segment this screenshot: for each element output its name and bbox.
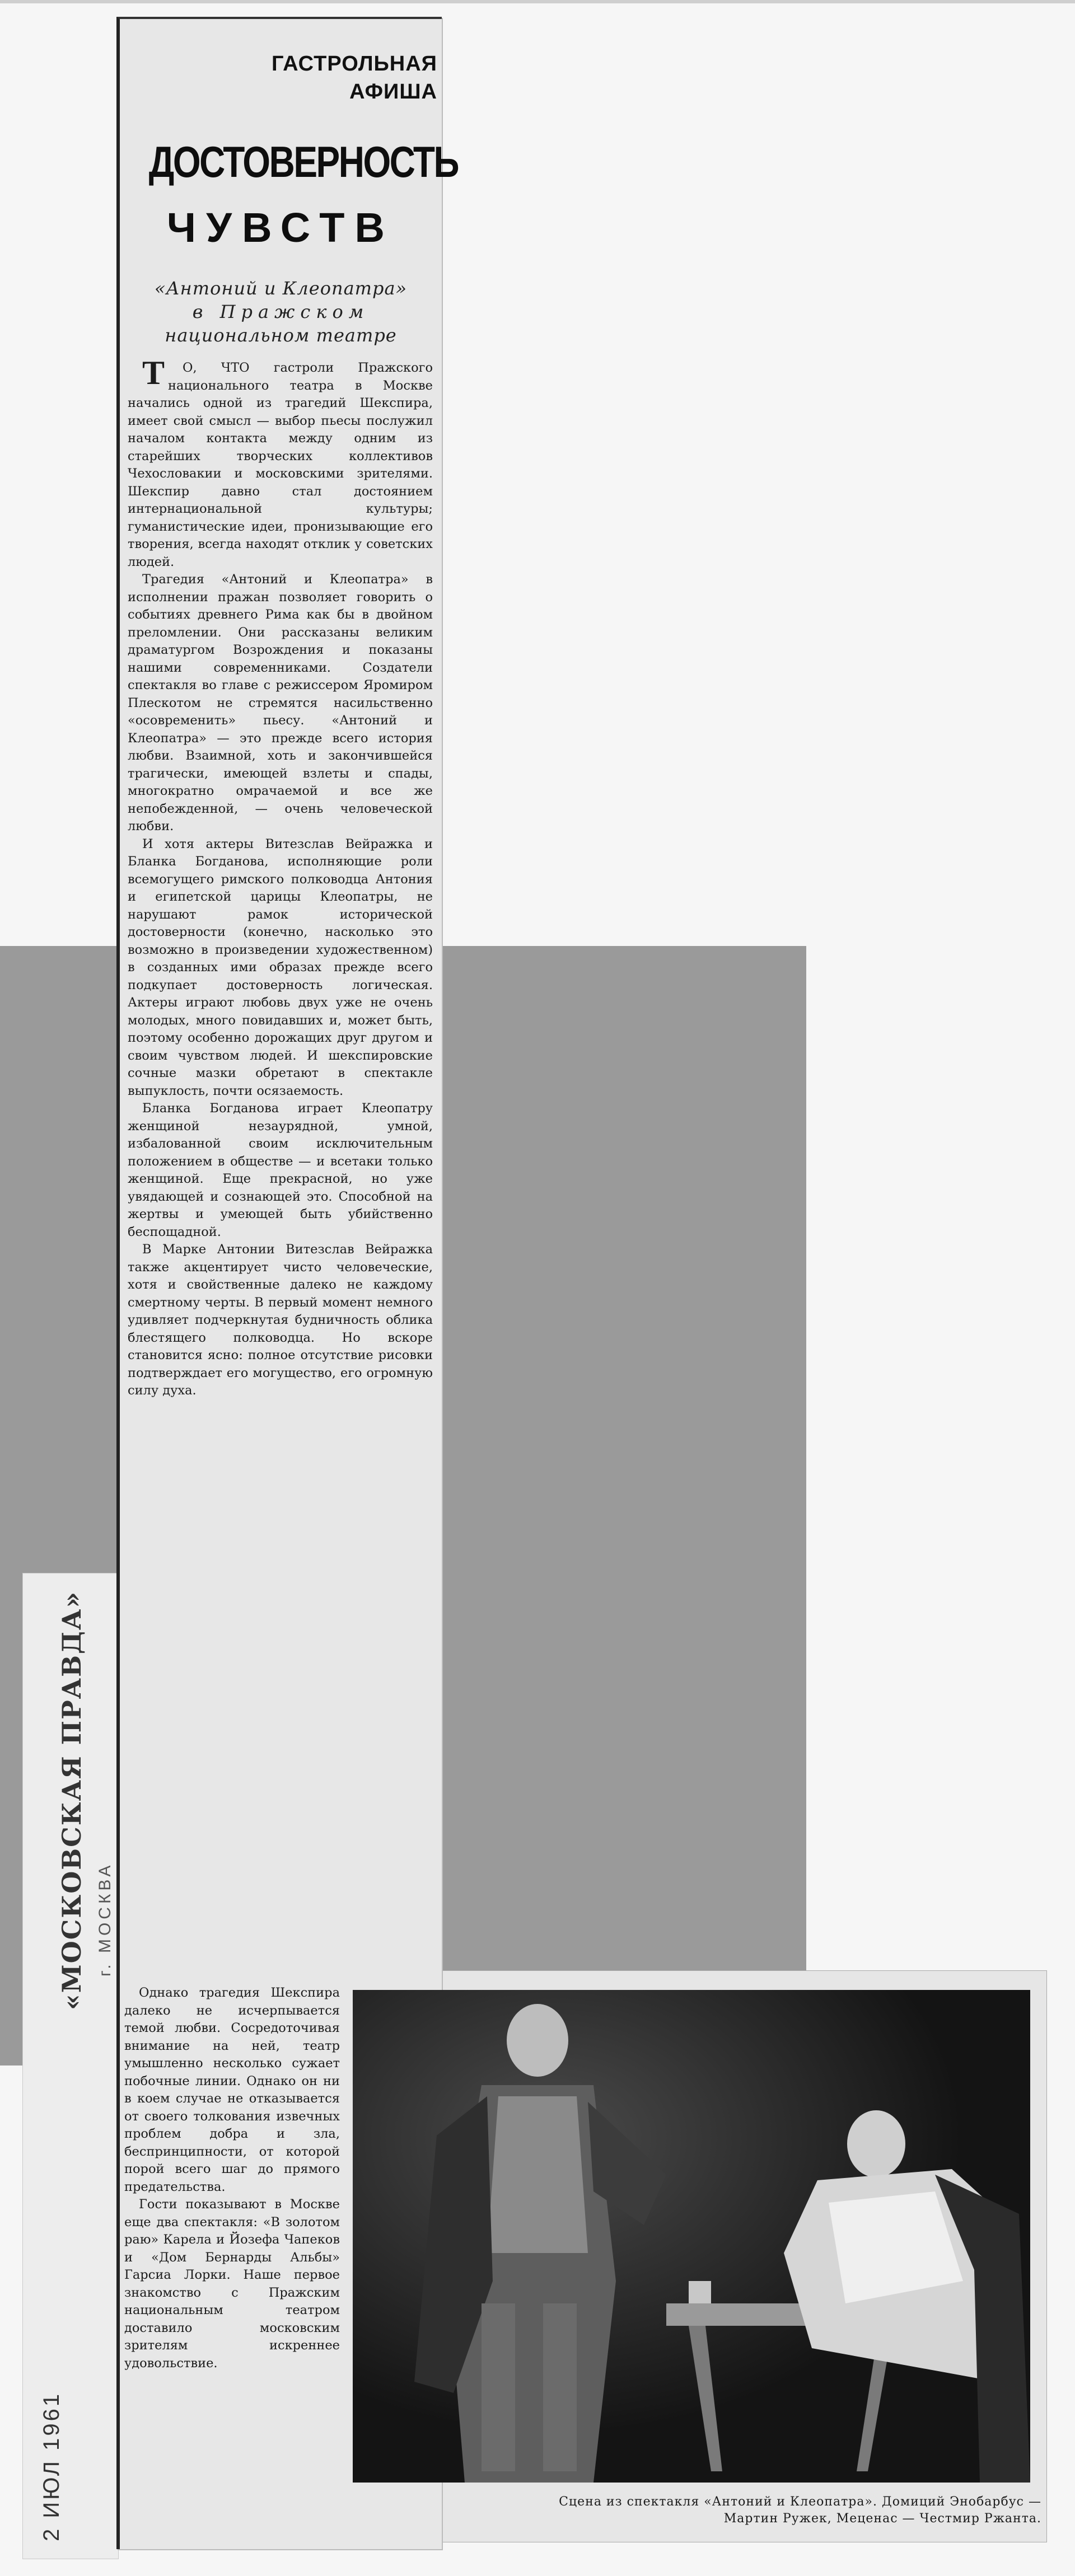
paragraph-7: Гости показывают в Москве еще два спектакля: «В золотом раю» Карела и Йозефа Чапеков и «Дом Бернарды Альбы» Гарсиа Лорки. Наше первое знакомство с Пражским национальным театром доставило московским зрителям искреннее удовольствие. (124, 2197, 340, 2371)
subtitle-line2: в Пражском (192, 301, 370, 322)
newspaper-name: «МОСКОВСКАЯ ПРАВДА» (57, 1590, 87, 2010)
subtitle-line1: «Антоний и Клеопатра» (154, 278, 408, 299)
section-heading-line1: ГАСТРОЛЬНАЯ (272, 52, 437, 76)
clipping-date: 2 ИЮЛ 1961 (39, 2391, 64, 2541)
article-title-line1: ДОСТОВЕРНОСТЬ (148, 137, 459, 186)
stage-photo (353, 1990, 1030, 2483)
article-body-continued (124, 1984, 340, 2372)
paragraph-3: И хотя актеры Витезслав Вейражка и Бланка Богданова, исполняющие роли всемогущего римского полководца Антония и египетской царицы Клеопатры, не нарушают рамок исторической достоверности (конечно, насколько это возможно в произведении художественном) в созданных ими образах прежде всего подкупает достоверность логическая. Актеры играют любовь двух уже не очень молодых, много повидавших и, может быть, поэтому особенно дорожащих друг другом и своим чувством людей. И шекспировские сочные мазки обретают в спектакле выпуклость, почти осязаемость. (128, 836, 433, 1098)
paragraph-4: Бланка Богданова играет Клеопатру женщиной незаурядной, умной, избалованной своим исключительным положением в обществе — и всетаки только женщиной. Еще прекрасной, но уже увядающей и сознающей это. Способной на жертвы и умеющей быть убийственно беспощадной. (128, 1101, 433, 1239)
stage-photo-drawing (353, 1990, 1030, 2483)
archive-label (22, 1573, 119, 2559)
photo-caption (358, 2494, 1041, 2527)
caption-line1: Сцена из спектакля «Антоний и Клеопатра». Домиций Энобарбус — (559, 2495, 1041, 2509)
paragraph-6: Однако трагедия Шекспира далеко не исчерпывается темой любви. Сосредоточивая внимание на ней, театр умышленно несколько сужает побочные линии. Однако он ни в коем случае не отказывается от своего толкования извечных проблем добра и зла, беспринципности, от которой порой всего шаг до прямого предательства. (124, 1985, 340, 2194)
section-heading (120, 50, 437, 106)
subtitle-line3: национальном театре (165, 325, 397, 346)
article-body (128, 354, 433, 1400)
caption-line2: Мартин Ружек, Меценас — Честмир Ржанта. (723, 2512, 1041, 2526)
article-subtitle (131, 277, 431, 347)
paragraph-5: В Марке Антонии Витезслав Вейражка также акцентирует чисто человеческие, хотя и свойственные далеко не каждому смертному черты. В первый момент немного удивляет подчеркнутая будничность облика блестящего полководца. Но вскоре становится ясно: полное отсутствие рисовки подтверждает его могущество, его огромную силу духа. (128, 1242, 433, 1398)
paragraph-1: ТО, ЧТО гастроли Пражского национального театра в Москве начались одной из трагедий Шекспира, имеет свой смысл — выбор пьесы послужил началом контакта между одним из старейших творческих коллективов Чехословакии и московскими зрителями. Шекспир давно стал достоянием интернациональной культуры; гуманистические идеи, пронизывающие его творения, всегда находят отклик у советских людей. (128, 354, 433, 569)
article-title-line2: ЧУВСТВ (167, 204, 395, 251)
section-heading-line2: АФИША (349, 80, 437, 104)
newspaper-city: г. МОСКВА (96, 1862, 114, 1977)
paragraph-2: Трагедия «Антоний и Клеопатра» в исполнении пражан позволяет говорить о событиях древнего Рима как бы в двойном преломлении. Они рассказаны великим драматургом Возрождения и показаны нашими современниками. Создатели спектакля во главе с режиссером Яромиром Плескотом не стремятся насильственно «осовременить» пьесу. «Антоний и Клеопатра» — это прежде всего история любви. Взаимной, хоть и закончившейся трагически, имеющей взлеты и спады, многократно омрачаемой и все же непобежденной, — очень человеческой любви. (128, 572, 433, 833)
scan-top-edge (0, 0, 1075, 3)
